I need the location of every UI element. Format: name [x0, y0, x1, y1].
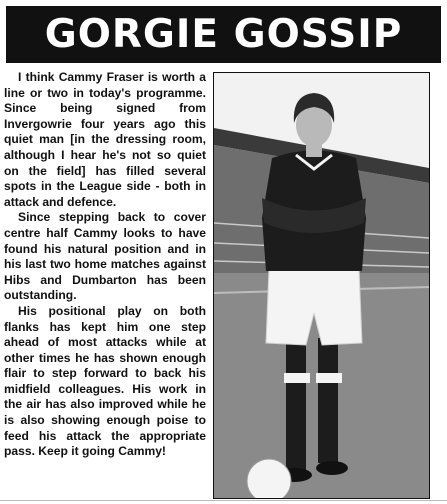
- header-banner: [6, 6, 441, 63]
- left-sock-band: [284, 373, 310, 383]
- page-bottom-rule: [0, 500, 447, 501]
- left-leg: [286, 338, 306, 473]
- article-paragraph-2: Since stepping back to cover centre half Cammy looks to have found his natural position and in his last two home matches against Hibs and Dumbarton has been outstanding.: [4, 210, 206, 303]
- player-photo: [213, 72, 430, 499]
- article-paragraph-3: His positional play on both flanks has kept him one step ahead of most attacks while at other times he has shown enough flair to step forward to back his midfield colleagues. His work in the air has also improved while he is also showing enough poise to feed his attack the appropriate pass. Keep it going Cammy!: [4, 303, 206, 459]
- right-leg: [318, 338, 338, 463]
- page-title: GORGIE GOSSIP: [44, 12, 403, 57]
- football: [247, 459, 291, 498]
- article-column: [4, 70, 206, 460]
- right-sock-band: [316, 373, 342, 383]
- right-boot: [316, 461, 348, 475]
- player-photo-illustration: [214, 73, 429, 498]
- article-paragraph-1: I think Cammy Fraser is worth a line or two in today's programme. Since being signed from Invergowrie four years ago this quiet man [in the dressing room, although I hear he's not so quiet on the field] has filled several spots in the League side - both in attack and defence.: [4, 70, 206, 209]
